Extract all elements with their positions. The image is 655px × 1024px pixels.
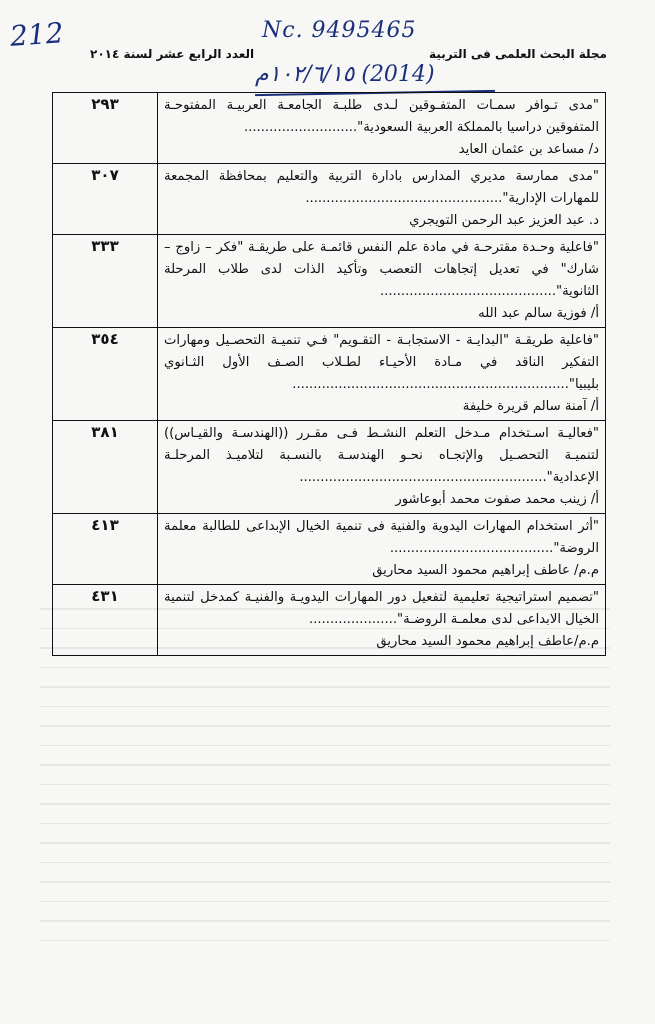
- entry-author: م.م/ عاطف إبراهيم محمود السيد محاريق: [372, 563, 599, 578]
- journal-title: مجلة البحث العلمى فى التربية: [429, 47, 607, 61]
- table-row: [53, 328, 606, 421]
- table-row: [53, 514, 606, 585]
- entry-author: د/ مساعد بن عثمان العايد: [458, 142, 599, 157]
- entry-page-number: ٤١٣: [53, 514, 158, 585]
- entry-cell: [158, 585, 606, 656]
- entry-author: د. عبد العزيز عبد الرحمن التويجري: [409, 213, 599, 228]
- entry-cell: [158, 235, 606, 328]
- table-row: [53, 585, 606, 656]
- handwritten-accession-number: Nc. 9495465: [262, 18, 417, 43]
- entry-title: "تصميم استراتيجية تعليمية لتفعيل دور المهارات اليدويـة والفنيـة كمدخل لتنمية الخيال الابداعى لدى معلمـة الروضـة".: [164, 590, 599, 627]
- entry-leader-dots: ..........................................................: [299, 470, 543, 485]
- entry-author: أ/ زينب محمد صفوت محمد أبوعاشور: [395, 492, 599, 507]
- entry-leader-dots: .................................................................: [292, 377, 565, 392]
- entry-leader-dots: .........................................: [379, 284, 552, 299]
- entry-page-number: ٢٩٣: [53, 93, 158, 164]
- entry-author: أ/ فوزية سالم عبد الله: [478, 306, 599, 321]
- table-row: [53, 421, 606, 514]
- entry-leader-dots: ..........................: [243, 120, 353, 135]
- entry-author: أ/ آمنة سالم قريرة خليفة: [462, 399, 599, 414]
- entry-title: "مدى ممارسة مديري المدارس بادارة التربية والتعليم بمحافظة المجمعة للمهارات الإدارية".: [164, 169, 599, 206]
- entry-title: "فاعلية وحـدة مقترحـة في مادة علم النفس قائمـة على طريقـة "فكر – زاوج – شارك" في تعديل إتجاهات التعصب وتأكيد الذات لدى طلاب المرحلة الثانوية".: [164, 240, 599, 299]
- entry-cell: [158, 421, 606, 514]
- entry-author: م.م/عاطف إبراهيم محمود السيد محاريق: [376, 634, 599, 649]
- entry-page-number: ٣٥٤: [53, 328, 158, 421]
- entry-leader-dots: ....................: [308, 612, 393, 627]
- entry-title: "فعاليـة اسـتخدام مـدخل التعلم النشـط فـى مقـرر ((الهندسـة والقيـاس)) لتنميـة التحصـيل والإتجـاه نحـو الهندسـة بالنسـبة لتلاميـذ المرحلـة الإعدادية".: [164, 426, 599, 485]
- table-row: [53, 93, 606, 164]
- contents-table: [52, 92, 606, 656]
- handwritten-page-number: 212: [8, 16, 65, 53]
- entry-page-number: ٤٣١: [53, 585, 158, 656]
- entry-cell: [158, 164, 606, 235]
- entry-title: "مدى تـوافر سمـات المتفـوقين لـدى طلبـة الجامعـة العربيـة المفتوحـة المتفوقين دراسيا بالمملكة العربية السعودية".: [164, 98, 599, 135]
- entry-leader-dots: ......................................: [389, 541, 550, 556]
- entry-page-number: ٣٠٧: [53, 164, 158, 235]
- entry-page-number: ٣٨١: [53, 421, 158, 514]
- table-row: [53, 164, 606, 235]
- entry-cell: [158, 514, 606, 585]
- entry-leader-dots: ..............................................: [305, 191, 499, 206]
- entry-page-number: ٣٣٣: [53, 235, 158, 328]
- entry-cell: [158, 93, 606, 164]
- entry-cell: [158, 328, 606, 421]
- entry-title: "فاعلية طريقـة "البدايـة - الاستجابـة - التقـويم" فـي تنميـة التحصـيل ومهارات التفكير الناقد في مـادة الأحيـاء لطـلاب الصـف الأول الثـانوي بليبيا".: [164, 333, 599, 392]
- issue-title: العدد الرابع عشر لسنة ٢٠١٤: [90, 47, 255, 61]
- handwritten-date: (2014) ١٠٢/٦/١٥م: [255, 62, 435, 87]
- entry-title: "أثر استخدام المهارات اليدوية والفنية فى تنمية الخيال الإبداعى للطالبة معلمة الروضة".: [164, 519, 599, 556]
- table-row: [53, 235, 606, 328]
